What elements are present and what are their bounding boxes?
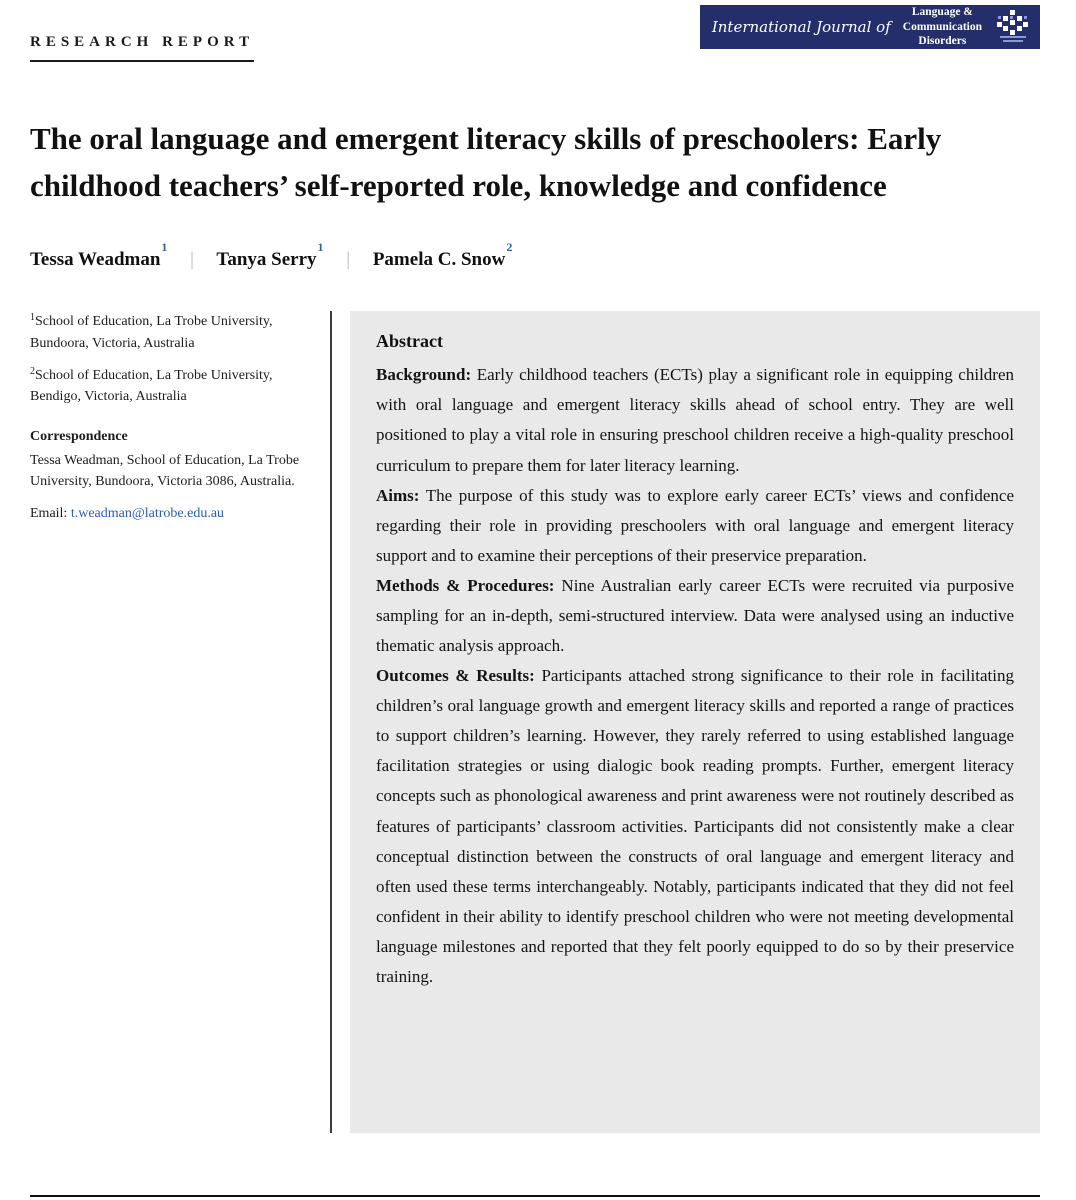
correspondence-email-row bbox=[30, 503, 308, 525]
abstract-panel bbox=[350, 311, 1040, 1133]
column-divider-rule bbox=[330, 311, 332, 1133]
abstract-outcomes bbox=[376, 661, 1014, 992]
journal-line-2: Communication bbox=[902, 20, 982, 33]
abstract-aims-label: Aims: bbox=[376, 485, 420, 505]
journal-name-block bbox=[903, 5, 982, 50]
author-3-name: Pamela C. Snow bbox=[372, 249, 506, 271]
affiliation-1-sup: 1 bbox=[30, 312, 35, 324]
author-2-name: Tanya Serry bbox=[216, 249, 317, 271]
author-1 bbox=[30, 240, 168, 271]
abstract-heading: Abstract bbox=[376, 331, 443, 352]
author-2-affiliation-sup: 1 bbox=[317, 240, 324, 255]
abstract-background bbox=[376, 360, 1014, 480]
abstract-methods-label: Methods & Procedures: bbox=[376, 575, 555, 595]
author-3-affiliation-sup: 2 bbox=[506, 240, 513, 255]
content-columns bbox=[30, 311, 1040, 1133]
author-1-affiliation-sup: 1 bbox=[161, 240, 168, 255]
abstract-background-label: Background: bbox=[376, 365, 472, 385]
affiliation-2 bbox=[30, 365, 308, 408]
abstract-aims bbox=[376, 481, 1014, 571]
abstract-methods bbox=[376, 571, 1014, 661]
email-label: Email: bbox=[30, 506, 71, 522]
affiliation-2-text: School of Education, La Trobe University, Bendigo, Victoria, Australia bbox=[30, 367, 273, 405]
journal-banner bbox=[700, 5, 1040, 49]
paper-title: The oral language and emergent literacy skills of preschoolers: Early childhood teachers’ self-reported role, knowledge and confidence bbox=[30, 121, 942, 203]
author-2 bbox=[216, 240, 324, 271]
abstract-outcomes-label: Outcomes & Results: bbox=[376, 666, 535, 686]
research-report-label: RESEARCH REPORT bbox=[30, 34, 254, 62]
page-bottom-rule bbox=[30, 1195, 1040, 1197]
journal-line-1: Language & bbox=[911, 5, 973, 18]
author-1-name: Tessa Weadman bbox=[30, 249, 161, 271]
email-link[interactable]: t.weadman@latrobe.edu.au bbox=[70, 506, 225, 522]
author-list bbox=[30, 240, 1040, 271]
author-separator: | bbox=[190, 249, 194, 271]
abstract-outcomes-text: Participants attached strong significance to their role in facilitating children’s oral language growth and emergent literacy skills and reported a range of practices to support children’s learning. However, they rarely referred to using established language facilitation strategies or using dialogic book reading prompts. Further, emergent literacy concepts such as phonological awareness and print awareness were not routinely described as features of participants’ classroom activities. Participants did not consistently make a clear conceptual distinction between the constructs of oral language and emergent literacy and often used these terms interchangeably. Notably, participants indicated that they did not feel confident in their ability to identify preschool children who were not meeting developmental language milestones and reported that they felt poorly equipped to do so by their preservice training. bbox=[376, 666, 1014, 986]
abstract-aims-text: The purpose of this study was to explore early career ECTs’ views and confidence regarding their role in providing preschoolers with oral language and emergent literacy support and to examine their perceptions of their preservice preparation. bbox=[376, 485, 1014, 565]
correspondence-heading: Correspondence bbox=[30, 429, 128, 445]
page-header bbox=[30, 0, 1040, 86]
left-sidebar bbox=[30, 311, 330, 1133]
author-separator: | bbox=[346, 249, 351, 271]
journal-name-script: International Journal of bbox=[711, 18, 891, 36]
abstract-background-text: Early childhood teachers (ECTs) play a significant role in equipping children with oral language and emergent literacy skills ahead of school entry. They are well positioned to play a vital role in ensuring preschool children receive a high-quality preschool curriculum to prepare them for later literacy learning. bbox=[376, 365, 1015, 475]
correspondence-address: Tessa Weadman, School of Education, La Trobe University, Bundoora, Victoria 3086, Australia. bbox=[30, 452, 300, 490]
abstract-methods-text: Nine Australian early career ECTs were recruited via purposive sampling for an in-depth, semi-structured interview. Data were analysed using an inductive thematic analysis approach. bbox=[376, 575, 1015, 656]
journal-logo-icon bbox=[994, 8, 1032, 46]
affiliation-1-text: School of Education, La Trobe University, Bundoora, Victoria, Australia bbox=[30, 314, 273, 352]
affiliation-2-sup: 2 bbox=[30, 365, 35, 377]
author-3 bbox=[372, 240, 513, 271]
journal-line-3: Disorders bbox=[918, 35, 967, 48]
affiliation-1 bbox=[30, 311, 308, 354]
